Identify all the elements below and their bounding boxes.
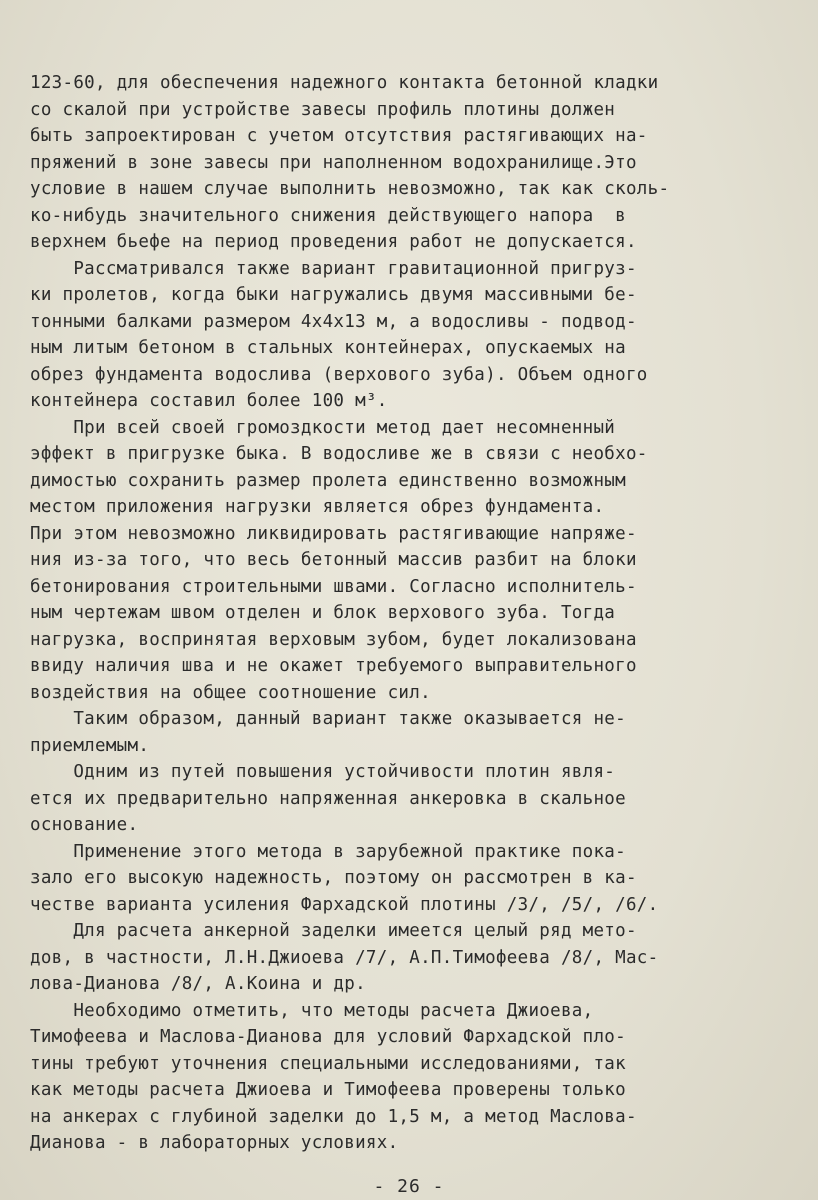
text-line: При всей своей громоздкости метод дает несомненный — [30, 417, 616, 438]
body-text — [30, 70, 790, 1157]
text-line: дов, в частности, Л.Н.Джиоева /7/, А.П.Тимофеева /8/, Мас- — [30, 947, 659, 968]
text-line: нагрузка, воспринятая верховым зубом, будет локализована — [30, 629, 637, 650]
text-line: Применение этого метода в зарубежной практике пока- — [30, 841, 626, 862]
text-line: Для расчета анкерной заделки имеется целый ряд мето- — [30, 921, 637, 941]
text-line: лова-Дианова /8/, А.Коина и др. — [30, 974, 366, 994]
page-number: - 26 - — [373, 1176, 445, 1197]
text-line: на анкерах с глубиной заделки до 1,5 м, а метод Маслова- — [30, 1106, 637, 1127]
text-line: бетонирования строительными швами. Согласно исполнитель- — [30, 576, 637, 597]
text-line: ввиду наличия шва и не окажет требуемого выправительного — [30, 656, 637, 676]
text-line: верхнем бьефе на период проведения работ не допускается. — [30, 232, 637, 252]
text-line: ко-нибудь значительного снижения действующего напора в — [30, 205, 626, 226]
text-line: ки пролетов, когда быки нагружались двумя массивными бе- — [30, 285, 637, 305]
text-line: Одним из путей повышения устойчивости плотин явля- — [30, 762, 616, 782]
text-line: контейнера составил более 100 м³. — [30, 391, 388, 411]
text-line: ется их предварительно напряженная анкеровка в скальное — [30, 788, 626, 809]
text-line: как методы расчета Джиоева и Тимофеева проверены только — [30, 1080, 626, 1100]
text-line: ным чертежам швом отделен и блок верхового зуба. Тогда — [30, 603, 616, 623]
text-line: 123-60, для обеспечения надежного контакта бетонной кладки — [30, 73, 659, 93]
text-line: димостью сохранить размер пролета единственно возможным — [30, 470, 626, 491]
text-line: зало его высокую надежность, поэтому он рассмотрен в ка- — [30, 868, 637, 888]
text-line: быть запроектирован с учетом отсутствия растягивающих на- — [30, 126, 648, 146]
text-line: Рассматривался также вариант гравитационной пригруз- — [30, 258, 637, 279]
text-line: Тимофеева и Маслова-Дианова для условий Фархадской пло- — [30, 1027, 626, 1047]
text-line: основание. — [30, 815, 139, 835]
text-line: ным литым бетоном в стальных контейнерах, опускаемых на — [30, 338, 626, 358]
text-line: При этом невозможно ликвидировать растягивающие напряже- — [30, 523, 637, 544]
text-line: честве варианта усиления Фархадской плотины /3/, /5/, /6/. — [30, 894, 659, 915]
text-line: местом приложения нагрузки является обрез фундамента. — [30, 497, 605, 517]
text-line: тонными балками размером 4х4х13 м, а водосливы - подвод- — [30, 311, 637, 332]
text-line: тины требуют уточнения специальными исследованиями, так — [30, 1053, 626, 1074]
text-line: со скалой при устройстве завесы профиль плотины должен — [30, 99, 616, 120]
text-line: пряжений в зоне завесы при наполненном водохранилище.Это — [30, 152, 637, 173]
text-line: воздействия на общее соотношение сил. — [30, 682, 431, 703]
text-line: эффект в пригрузке быка. В водосливе же в связи с необхо- — [30, 444, 648, 464]
text-line: Необходимо отметить, что методы расчета Джиоева, — [30, 1000, 594, 1021]
text-line: ния из-за того, что весь бетонный массив разбит на блоки — [30, 550, 637, 570]
text-line: условие в нашем случае выполнить невозможно, так как сколь- — [30, 179, 670, 199]
text-line: Дианова - в лабораторных условиях. — [30, 1133, 399, 1153]
text-line: приемлемым. — [30, 735, 150, 756]
text-line: обрез фундамента водослива (верхового зуба). Объем одного — [30, 364, 648, 385]
text-line: Таким образом, данный вариант также оказывается не- — [30, 709, 626, 729]
